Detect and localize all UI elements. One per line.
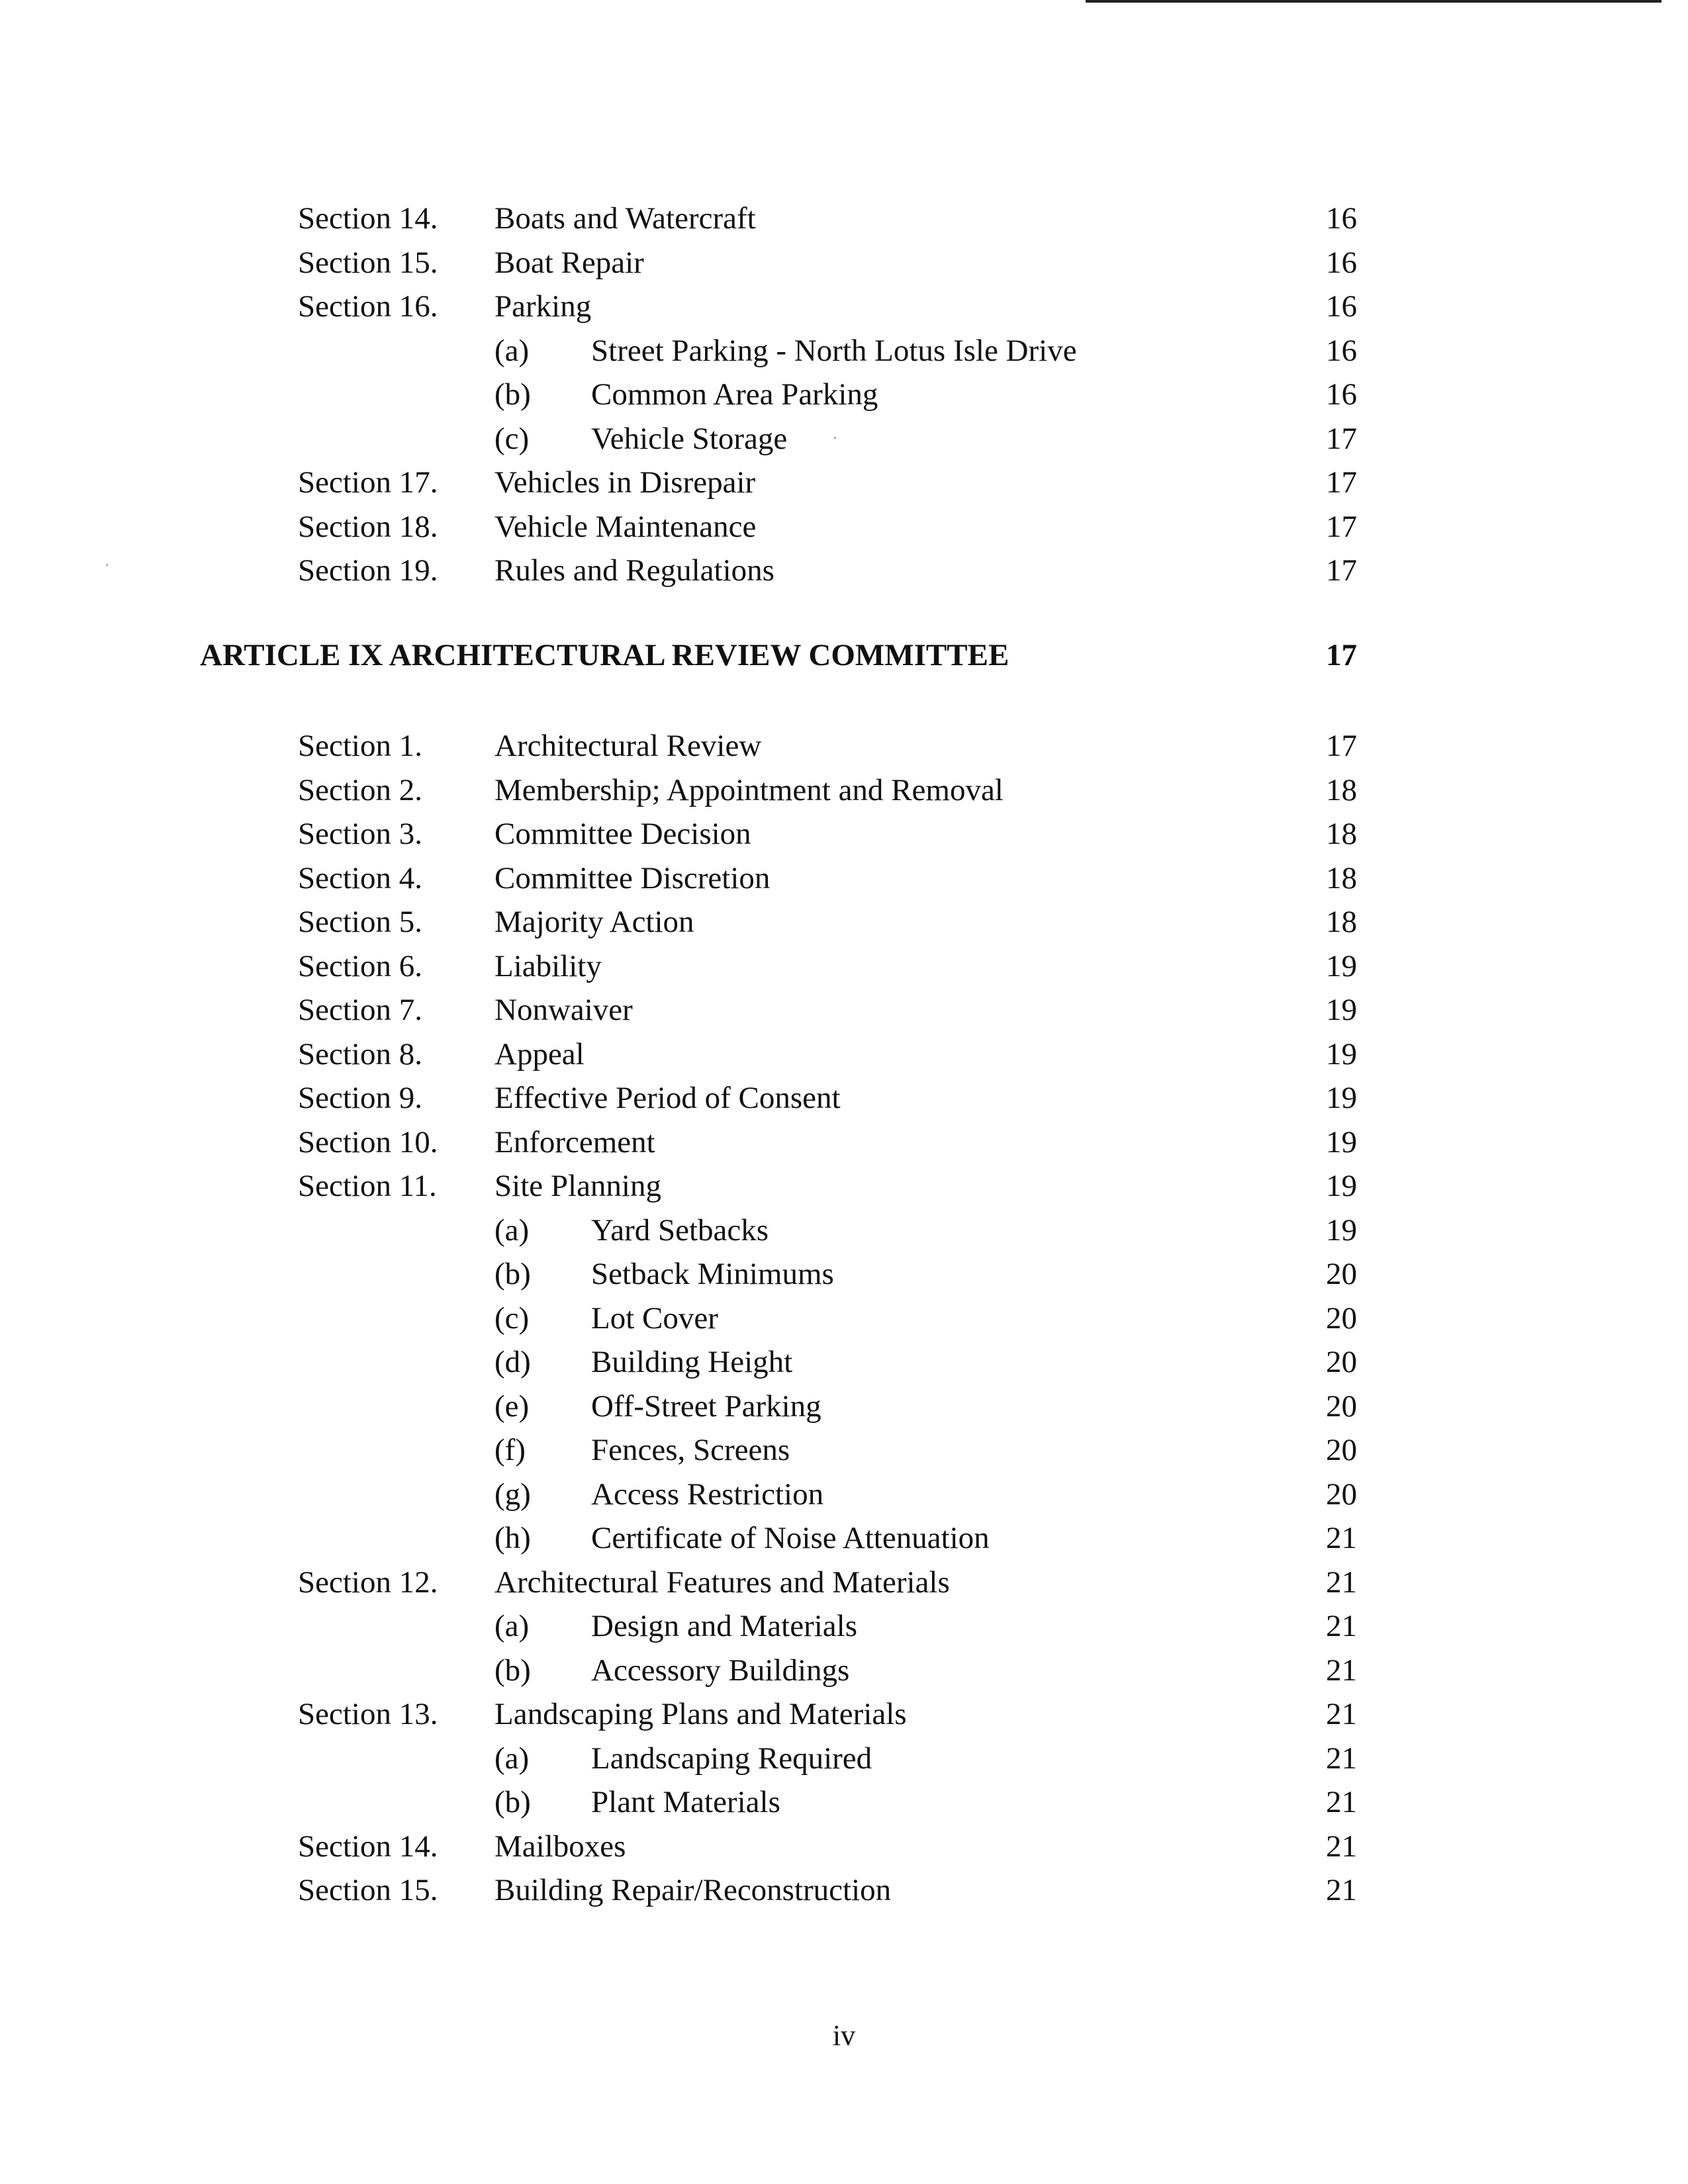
section-number: Section 14. — [298, 201, 438, 236]
section-number: Section 16. — [298, 289, 438, 324]
toc-section-entry — [0, 551, 1688, 590]
subsection-letter: (e) — [494, 1388, 530, 1424]
page-number: 16 — [1326, 289, 1357, 324]
toc-section-entry — [0, 946, 1688, 986]
subsection-letter: (f) — [494, 1433, 526, 1467]
subsection-title: Fences, Screens — [591, 1433, 790, 1467]
toc-section-entry — [0, 243, 1688, 283]
page-number: 19 — [1326, 1169, 1357, 1203]
page-number: 21 — [1326, 1873, 1357, 1907]
subsection-letter: (b) — [494, 377, 531, 412]
toc-section-entry — [0, 1078, 1688, 1118]
subsection-letter: (c) — [494, 421, 530, 456]
section-number: Section 15. — [298, 245, 438, 280]
page-number: 19 — [1326, 948, 1357, 983]
subsection-title: Setback Minimums — [591, 1257, 834, 1291]
subsection-title: Street Parking - North Lotus Isle Drive — [591, 333, 1077, 368]
toc-section-entry — [0, 1122, 1688, 1162]
subsection-letter: (g) — [494, 1477, 531, 1512]
section-title: Nonwaiver — [494, 993, 633, 1027]
page-number: 17 — [1326, 509, 1357, 544]
section-title: Appeal — [494, 1036, 585, 1071]
section-title: Architectural Review — [494, 729, 762, 763]
section-title: Liability — [494, 948, 602, 983]
page-number: 21 — [1326, 1829, 1357, 1864]
section-number: Section 11. — [298, 1169, 437, 1203]
page-number: 16 — [1326, 377, 1357, 412]
toc-subsection-entry — [0, 1342, 1688, 1382]
toc-section-entry — [0, 1870, 1688, 1910]
section-title: Vehicles in Disrepair — [494, 465, 756, 500]
subsection-title: Off-Street Parking — [591, 1388, 821, 1424]
toc-subsection-entry — [0, 419, 1688, 459]
subsection-letter: (b) — [494, 1257, 531, 1291]
section-number: Section 17. — [298, 465, 438, 500]
page-number: 20 — [1326, 1433, 1357, 1467]
section-title: Committee Discretion — [494, 860, 771, 895]
section-title: Landscaping Plans and Materials — [494, 1697, 907, 1731]
section-number: Section 7. — [298, 993, 422, 1027]
toc-section-entry — [0, 1166, 1688, 1206]
page-number: 21 — [1326, 1785, 1357, 1819]
section-number: Section 14. — [298, 1829, 438, 1864]
subsection-letter: (a) — [494, 1212, 530, 1248]
subsection-letter: (a) — [494, 1609, 530, 1643]
toc-subsection-entry — [0, 375, 1688, 414]
toc-section-entry — [0, 814, 1688, 854]
section-title: Membership; Appointment and Removal — [494, 772, 1004, 807]
toc-subsection-entry — [0, 1254, 1688, 1294]
page-number: 19 — [1326, 993, 1357, 1027]
section-number: Section 12. — [298, 1565, 438, 1600]
section-number: Section 8. — [298, 1036, 422, 1071]
toc-subsection-entry — [0, 1782, 1688, 1822]
toc-subsection-entry — [0, 1651, 1688, 1690]
subsection-letter: (a) — [494, 333, 530, 368]
subsection-letter: (h) — [494, 1521, 531, 1555]
section-title: Architectural Features and Materials — [494, 1565, 950, 1600]
section-title: Effective Period of Consent — [494, 1081, 841, 1115]
toc-subsection-entry — [0, 1606, 1688, 1646]
page-number: 19 — [1326, 1036, 1357, 1071]
page-number: 16 — [1326, 333, 1357, 368]
page-number: 21 — [1326, 1565, 1357, 1600]
toc-section-entry — [0, 1034, 1688, 1074]
page-number: 20 — [1326, 1477, 1357, 1512]
subsection-letter: (b) — [494, 1653, 531, 1688]
section-title: Majority Action — [494, 905, 694, 939]
section-number: Section 19. — [298, 553, 438, 588]
section-number: Section 3. — [298, 817, 422, 851]
section-number: Section 10. — [298, 1124, 438, 1160]
toc-section-entry — [0, 858, 1688, 898]
page-number: 21 — [1326, 1609, 1357, 1643]
page-number: 17 — [1326, 465, 1357, 500]
toc-subsection-entry — [0, 1518, 1688, 1558]
page-number: 20 — [1326, 1345, 1357, 1379]
page-number: 18 — [1326, 772, 1357, 807]
section-title: Committee Decision — [494, 817, 751, 851]
article-heading — [0, 635, 1688, 675]
page-number: 18 — [1326, 817, 1357, 851]
section-title: Rules and Regulations — [494, 553, 774, 588]
section-number: Section 6. — [298, 948, 422, 983]
page-number: 17 — [1326, 421, 1357, 456]
toc-subsection-entry — [0, 1475, 1688, 1514]
section-title: Site Planning — [494, 1169, 661, 1203]
page-number: 20 — [1326, 1388, 1357, 1424]
page-number: 19 — [1326, 1212, 1357, 1248]
toc-section-entry — [0, 726, 1688, 766]
toc-section-entry — [0, 770, 1688, 810]
toc-subsection-entry — [0, 1430, 1688, 1470]
subsection-title: Access Restriction — [591, 1477, 824, 1512]
subsection-letter: (b) — [494, 1785, 531, 1819]
subsection-title: Vehicle Storage — [591, 421, 788, 456]
toc-section-entry — [0, 1827, 1688, 1866]
section-number: Section 9. — [298, 1081, 422, 1115]
page-number: 20 — [1326, 1257, 1357, 1291]
toc-subsection-entry — [0, 1298, 1688, 1338]
toc-subsection-entry — [0, 1210, 1688, 1250]
page-number: 19 — [1326, 1124, 1357, 1160]
toc-subsection-entry — [0, 1387, 1688, 1426]
page-number: 20 — [1326, 1300, 1357, 1336]
toc-section-entry — [0, 507, 1688, 547]
subsection-letter: (d) — [494, 1345, 531, 1379]
subsection-title: Design and Materials — [591, 1609, 858, 1643]
page-number: 18 — [1326, 905, 1357, 939]
toc-section-entry — [0, 463, 1688, 502]
section-title: Boats and Watercraft — [494, 201, 756, 236]
page-number: 18 — [1326, 860, 1357, 895]
page-number: 16 — [1326, 245, 1357, 280]
toc-subsection-entry — [0, 331, 1688, 371]
page-number: 21 — [1326, 1653, 1357, 1688]
subsection-title: Building Height — [591, 1345, 793, 1379]
toc-section-entry — [0, 902, 1688, 942]
page-number: 21 — [1326, 1741, 1357, 1776]
subsection-title: Accessory Buildings — [591, 1653, 850, 1688]
subsection-title: Plant Materials — [591, 1785, 780, 1819]
page-folio: iv — [832, 2019, 856, 2052]
section-number: Section 5. — [298, 905, 422, 939]
page-number: 17 — [1326, 553, 1357, 588]
subsection-letter: (c) — [494, 1300, 530, 1336]
section-number: Section 4. — [298, 860, 422, 895]
page-number: 17 — [1326, 729, 1357, 763]
page-number: 19 — [1326, 1081, 1357, 1115]
toc-subsection-entry — [0, 1739, 1688, 1778]
page-number: 16 — [1326, 201, 1357, 236]
section-number: Section 13. — [298, 1697, 438, 1731]
article-page-number: 17 — [1326, 638, 1357, 672]
section-number: Section 15. — [298, 1873, 438, 1907]
top-rule — [1086, 0, 1662, 3]
section-title: Building Repair/Reconstruction — [494, 1873, 892, 1907]
section-title: Mailboxes — [494, 1829, 626, 1864]
section-title: Enforcement — [494, 1124, 655, 1160]
subsection-title: Lot Cover — [591, 1300, 718, 1336]
subsection-title: Landscaping Required — [591, 1741, 872, 1776]
subsection-title: Common Area Parking — [591, 377, 878, 412]
subsection-title: Certificate of Noise Attenuation — [591, 1521, 990, 1555]
section-title: Vehicle Maintenance — [494, 509, 757, 544]
section-title: Boat Repair — [494, 245, 644, 280]
subsection-title: Yard Setbacks — [591, 1212, 769, 1248]
toc-section-entry — [0, 1694, 1688, 1734]
toc-section-entry — [0, 199, 1688, 238]
toc-section-entry — [0, 990, 1688, 1030]
toc-section-entry — [0, 287, 1688, 326]
page-number: 21 — [1326, 1521, 1357, 1555]
section-number: Section 18. — [298, 509, 438, 544]
section-number: Section 1. — [298, 729, 422, 763]
section-title: Parking — [494, 289, 592, 324]
section-number: Section 2. — [298, 772, 422, 807]
article-title: ARTICLE IX ARCHITECTURAL REVIEW COMMITTEE — [200, 638, 1009, 672]
toc-section-entry — [0, 1563, 1688, 1602]
subsection-letter: (a) — [494, 1741, 530, 1776]
page-number: 21 — [1326, 1697, 1357, 1731]
